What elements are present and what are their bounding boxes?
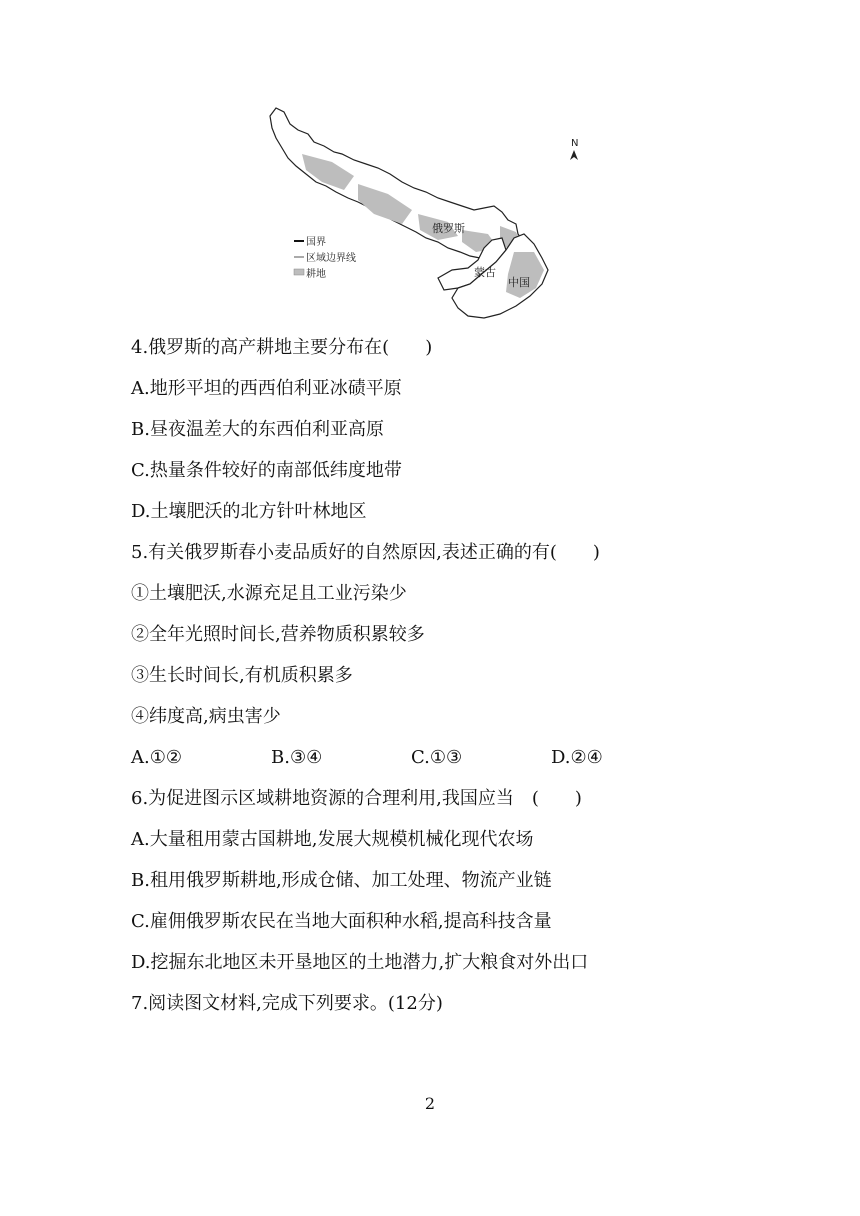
question-4-option-b: B.昼夜温差大的东西伯利亚高原	[131, 419, 384, 440]
mongolia-label: 蒙古	[474, 266, 496, 279]
question-5-option-b: B.③④	[271, 747, 323, 768]
north-arrow-icon	[570, 150, 578, 160]
question-4-option-d: D.土壤肥沃的北方针叶林地区	[131, 501, 367, 522]
question-5-item-1: ①土壤肥沃,水源充足且工业污染少	[131, 583, 407, 604]
question-5-option-c: C.①③	[411, 747, 463, 768]
question-5-item-2: ②全年光照时间长,营养物质积累较多	[131, 624, 425, 645]
china-label: 中国	[508, 276, 530, 289]
legend-farmland: 耕地	[306, 269, 326, 280]
farmland-symbol	[294, 269, 304, 275]
question-6-option-c: C.雇佣俄罗斯农民在当地大面积种水稻,提高科技含量	[131, 911, 552, 932]
legend-regional-border: 区域边界线	[306, 253, 356, 264]
region-map	[262, 102, 602, 324]
question-5-option-a: A.①②	[131, 747, 182, 768]
question-4-option-a: A.地形平坦的西西伯利亚冰碛平原	[131, 378, 402, 399]
question-7-stem: 7.阅读图文材料,完成下列要求。(12分)	[131, 993, 443, 1014]
question-5-item-3: ③生长时间长,有机质积累多	[131, 665, 353, 686]
question-6-option-a: A.大量租用蒙古国耕地,发展大规模机械化现代农场	[131, 829, 534, 850]
north-label: N	[571, 138, 579, 149]
page-number: 2	[424, 1094, 436, 1113]
question-6-option-d: D.挖掘东北地区未开垦地区的土地潜力,扩大粮食对外出口	[131, 952, 589, 973]
question-4-option-c: C.热量条件较好的南部低纬度地带	[131, 460, 402, 481]
question-4-stem: 4.俄罗斯的高产耕地主要分布在( )	[131, 337, 433, 358]
question-5-item-4: ④纬度高,病虫害少	[131, 706, 281, 727]
russia-label: 俄罗斯	[432, 222, 465, 235]
map-legend	[294, 236, 356, 280]
question-5-stem: 5.有关俄罗斯春小麦品质好的自然原因,表述正确的有( )	[131, 542, 600, 563]
question-6-option-b: B.租用俄罗斯耕地,形成仓储、加工处理、物流产业链	[131, 870, 552, 891]
question-5-option-d: D.②④	[551, 747, 603, 768]
question-6-stem: 6.为促进图示区域耕地资源的合理利用,我国应当 ( )	[131, 788, 582, 809]
legend-national-border: 国界	[306, 237, 326, 248]
